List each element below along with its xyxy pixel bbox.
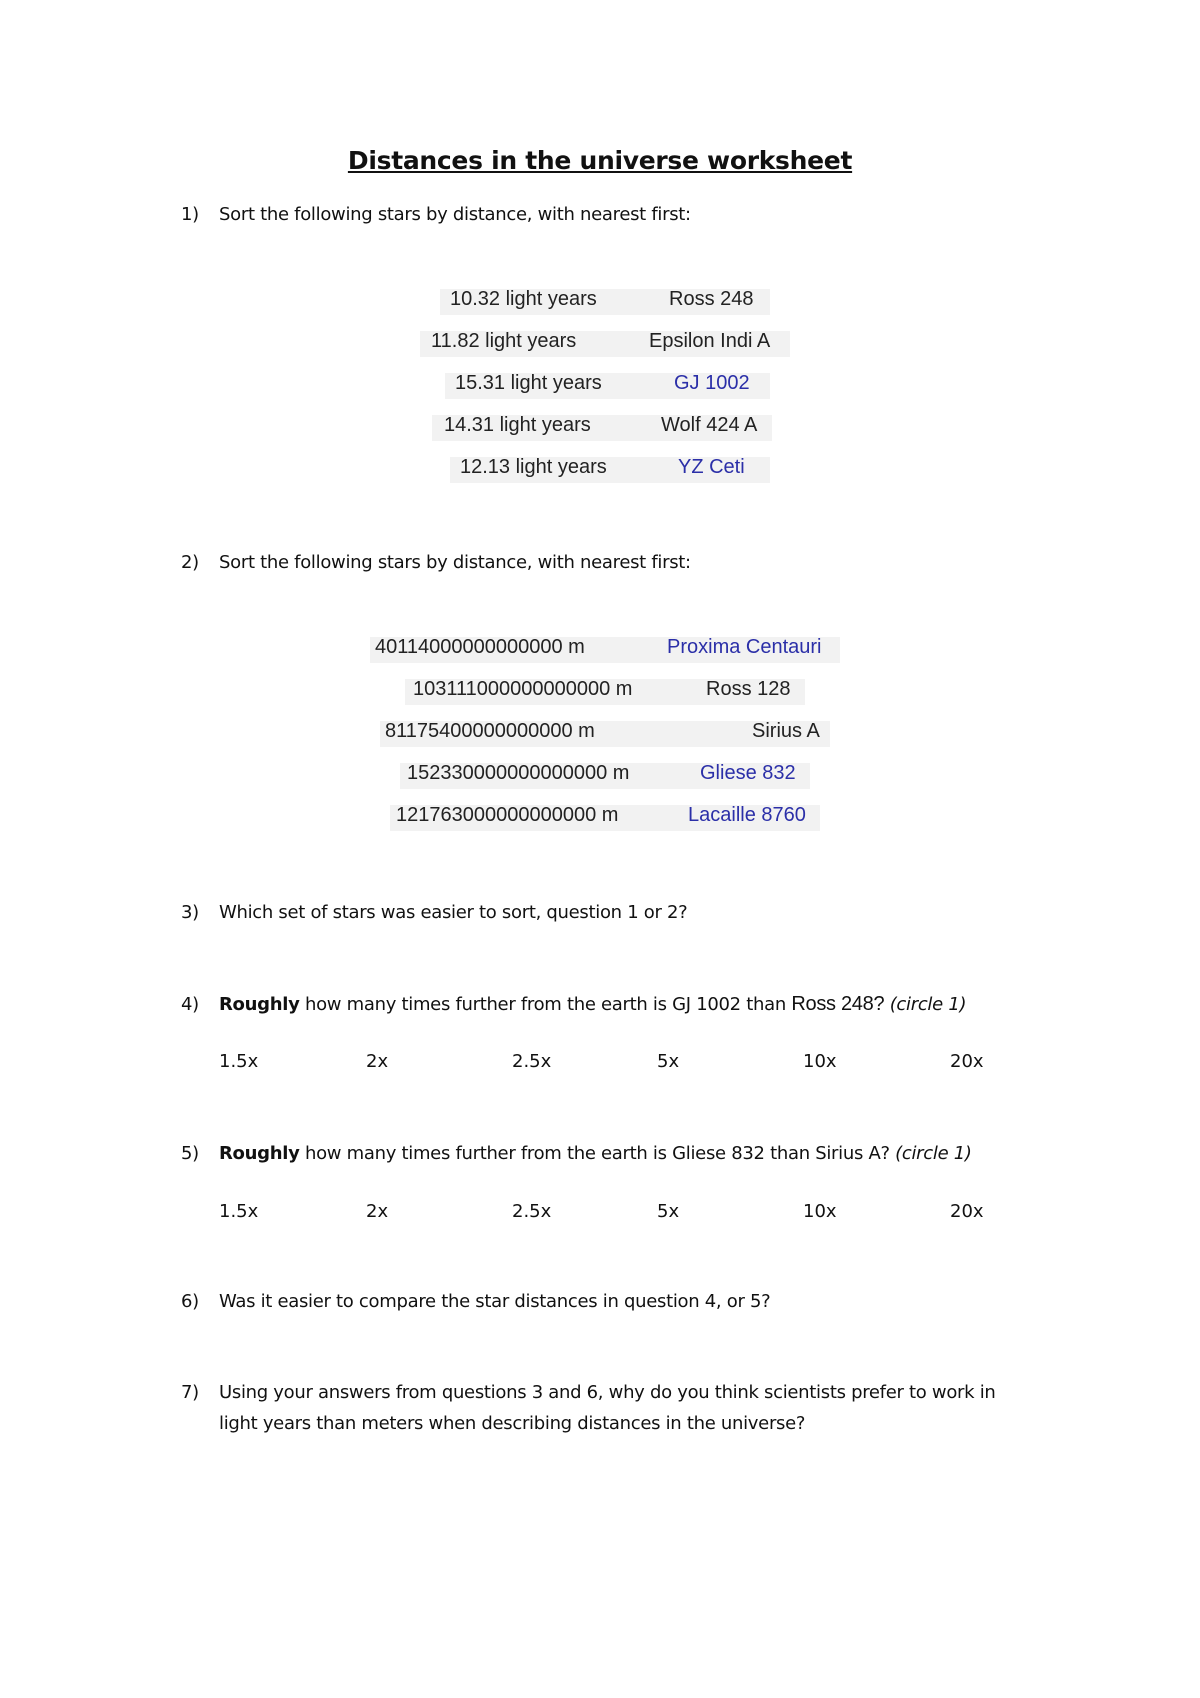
question-4-bold: Roughly [219, 994, 300, 1015]
q5-option-2[interactable]: 2x [366, 1201, 389, 1222]
question-3 [0, 897, 1200, 928]
q1-distance-1: 10.32 light years [450, 288, 597, 310]
question-5-instruction: (circle 1) [895, 1143, 972, 1164]
question-4 [0, 989, 1200, 1020]
q1-distance-2: 11.82 light years [431, 330, 577, 352]
question-1 [0, 199, 1200, 230]
q4-option-2[interactable]: 2x [366, 1051, 389, 1072]
q5-option-3[interactable]: 2.5x [512, 1201, 552, 1222]
question-3-number: 3) [181, 902, 199, 923]
q1-star-5: YZ Ceti [678, 456, 745, 478]
q4-option-6[interactable]: 20x [950, 1051, 984, 1072]
q4-option-5[interactable]: 10x [803, 1051, 837, 1072]
question-2-text: Sort the following stars by distance, with nearest first: [219, 552, 691, 573]
question-5-text [219, 1138, 1039, 1169]
q2-star-4: Gliese 832 [700, 762, 796, 784]
q5-option-6[interactable]: 20x [950, 1201, 984, 1222]
q4-option-1[interactable]: 1.5x [219, 1051, 259, 1072]
q2-star-3: Sirius A [752, 720, 820, 742]
question-5 [0, 1138, 1200, 1169]
question-7-text: Using your answers from questions 3 and 6, why do you think scientists prefer to work in light years than meters when describing distances in the universe? [219, 1382, 996, 1434]
q5-option-4[interactable]: 5x [657, 1201, 680, 1222]
page-title: Distances in the universe worksheet [347, 146, 853, 175]
question-6 [0, 1286, 1200, 1317]
q1-star-1: Ross 248 [669, 288, 754, 310]
question-1-number: 1) [181, 204, 199, 225]
q2-distance-4: 152330000000000000 m [407, 762, 630, 784]
question-2-number: 2) [181, 552, 199, 573]
q1-distance-5: 12.13 light years [460, 456, 607, 478]
question-4-instruction: (circle 1) [889, 994, 967, 1015]
q1-star-4: Wolf 424 A [661, 414, 758, 436]
q2-distance-1: 40114000000000000 m [375, 636, 585, 658]
q1-distance-3: 15.31 light years [455, 372, 602, 394]
q1-distance-4: 14.31 light years [444, 414, 591, 436]
question-4-body: how many times further from the earth is GJ 1002 than [299, 994, 792, 1015]
question-7 [0, 1377, 1200, 1439]
q5-option-1[interactable]: 1.5x [219, 1201, 259, 1222]
question-5-bold: Roughly [219, 1143, 300, 1164]
q4-option-4[interactable]: 5x [657, 1051, 680, 1072]
q2-distance-3: 81175400000000000 m [385, 720, 595, 742]
question-3-text: Which set of stars was easier to sort, question 1 or 2? [219, 902, 688, 923]
q1-star-2: Epsilon Indi A [649, 330, 771, 352]
q2-distance-5: 121763000000000000 m [396, 804, 619, 826]
question-6-text: Was it easier to compare the star distances in question 4, or 5? [219, 1291, 771, 1312]
question-5-body: how many times further from the earth is Gliese 832 than Sirius A? [299, 1143, 896, 1164]
q2-star-5: Lacaille 8760 [688, 804, 806, 826]
question-4-number: 4) [181, 994, 199, 1015]
q4-option-3[interactable]: 2.5x [512, 1051, 552, 1072]
question-4-text [219, 989, 1039, 1020]
q1-star-3: GJ 1002 [674, 372, 750, 394]
question-5-number: 5) [181, 1143, 199, 1164]
question-1-text: Sort the following stars by distance, with nearest first: [219, 204, 691, 225]
question-2 [0, 547, 1200, 578]
q2-star-1: Proxima Centauri [667, 636, 822, 658]
q2-star-2: Ross 128 [706, 678, 791, 700]
q2-distance-2: 103111000000000000 m [413, 678, 633, 700]
q5-option-5[interactable]: 10x [803, 1201, 837, 1222]
question-7-number: 7) [181, 1382, 199, 1403]
question-4-arial: Ross 248? [791, 993, 885, 1015]
question-6-number: 6) [181, 1291, 199, 1312]
